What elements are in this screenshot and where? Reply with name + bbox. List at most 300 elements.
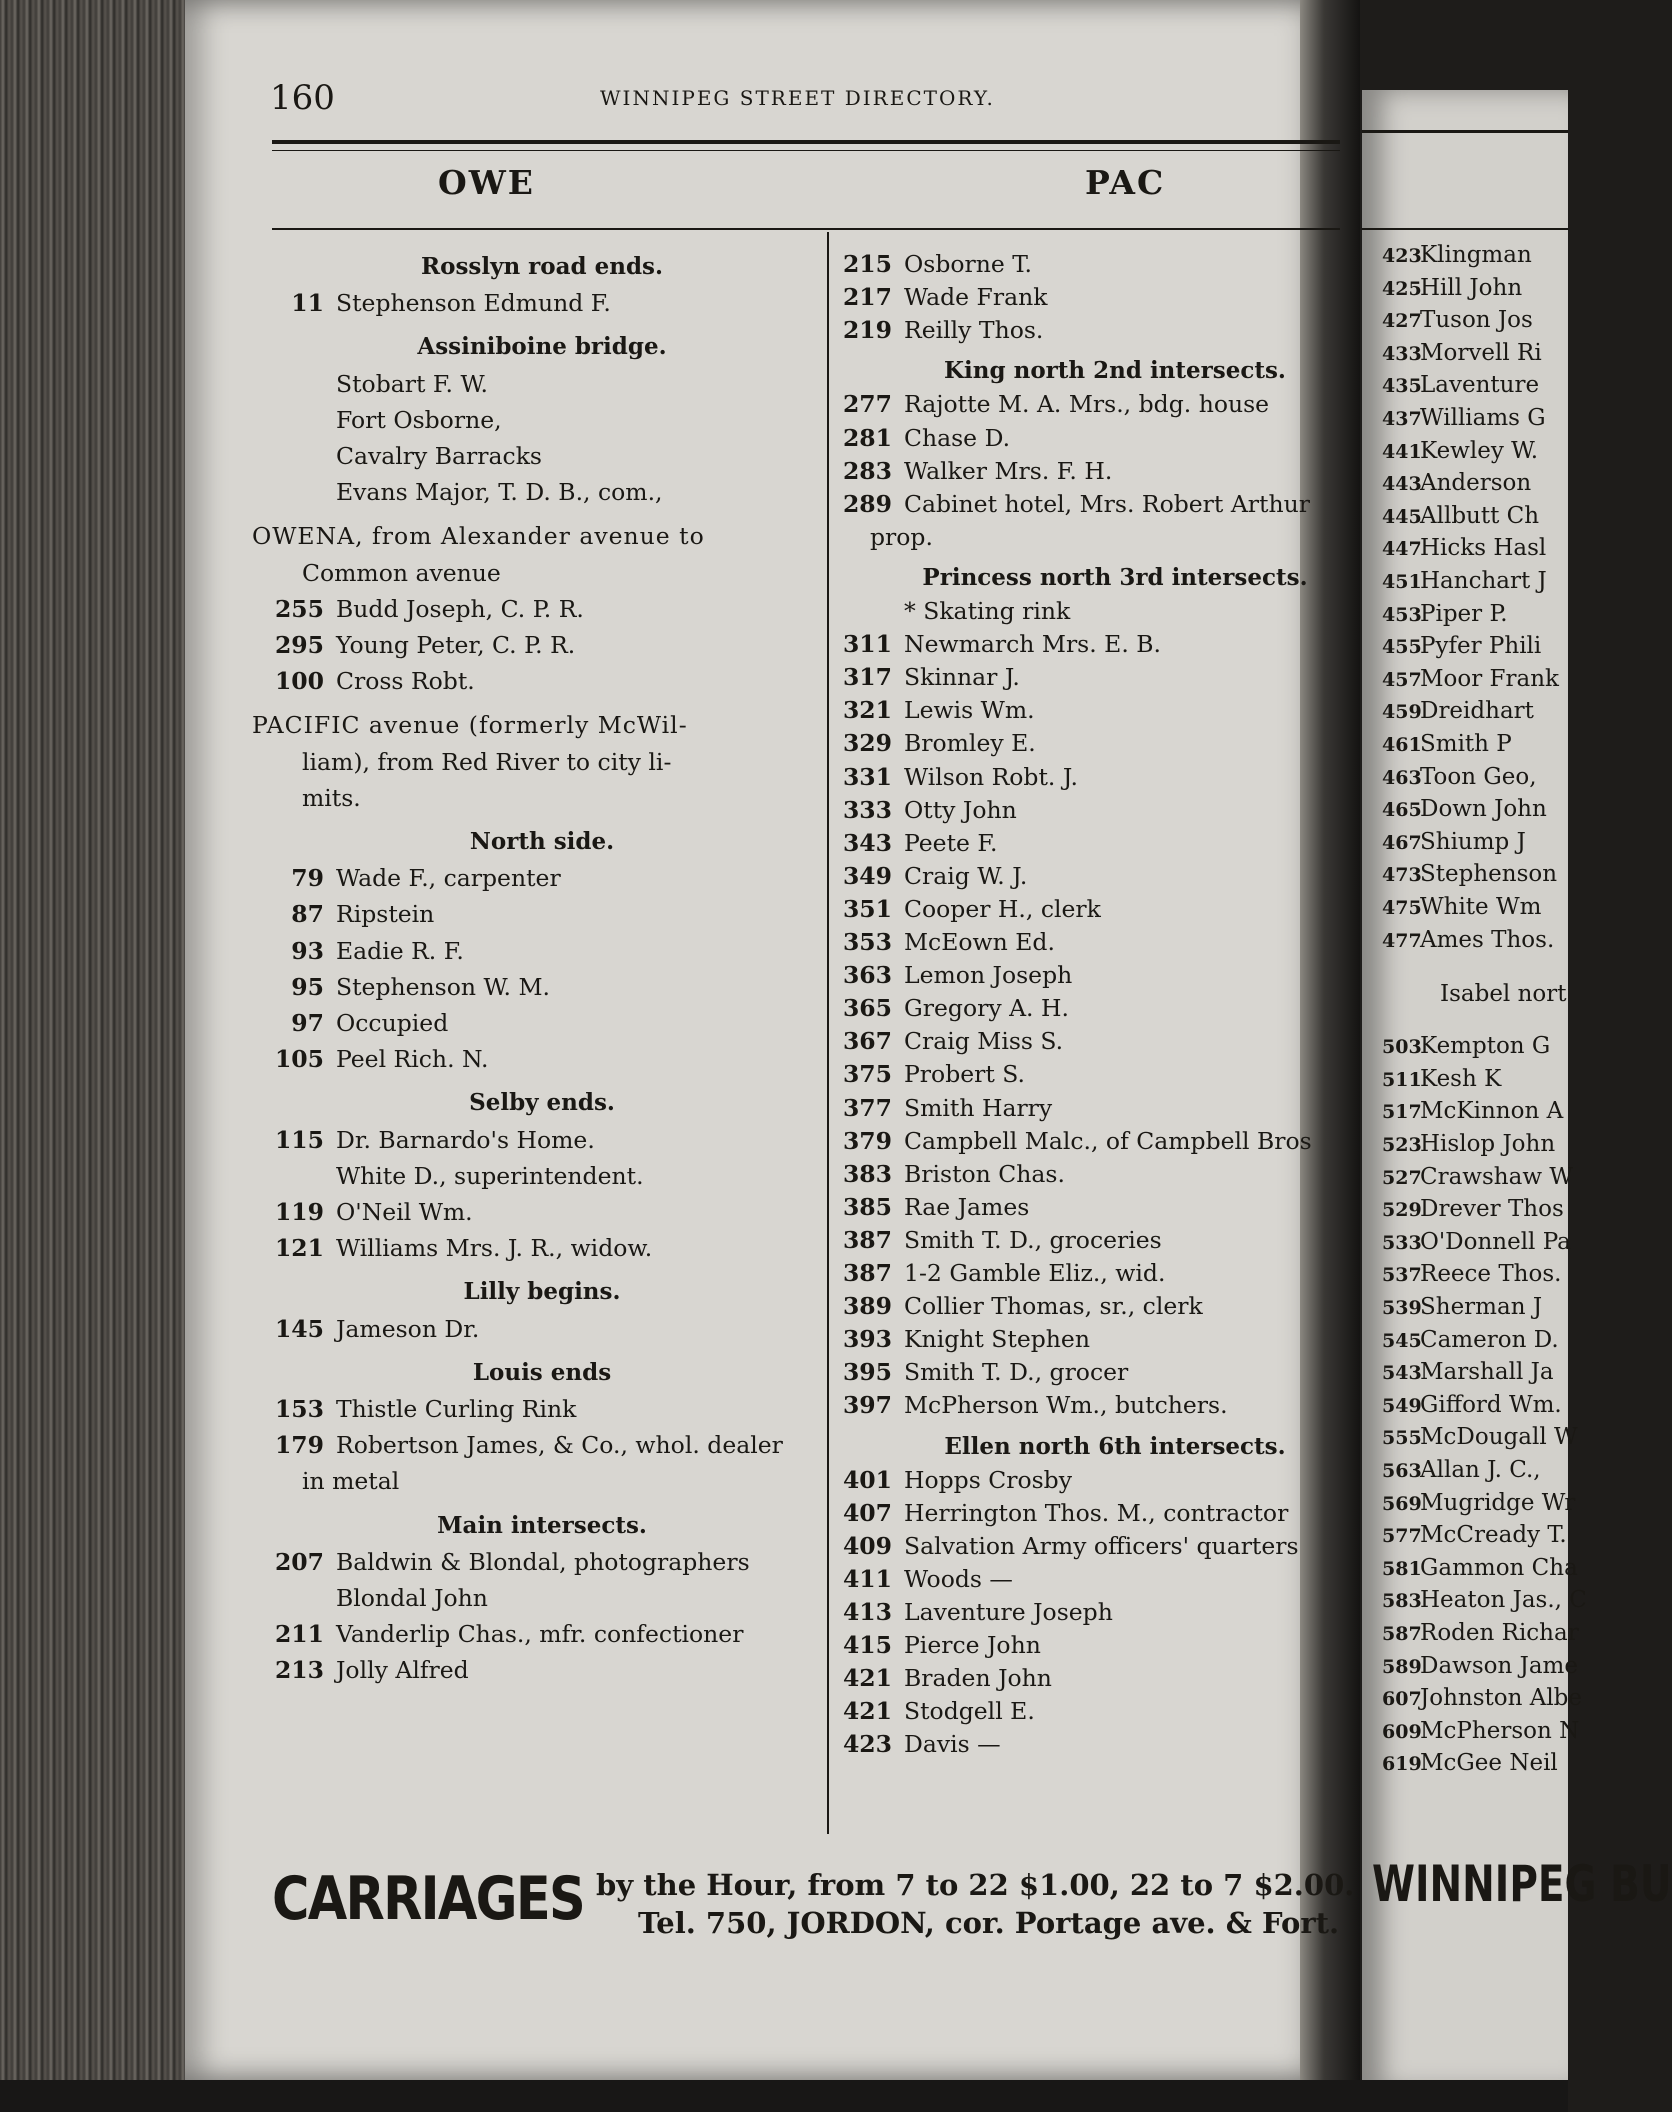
house-number: 277 [842, 390, 892, 419]
resident-name: Smith T. D., grocer [904, 1358, 1129, 1387]
directory-line: White D., superintendent. [336, 1161, 644, 1190]
resident-name: Gregory A. H. [904, 994, 1069, 1023]
facing-entry [1382, 1585, 1587, 1616]
facing-entry [1382, 436, 1538, 467]
facing-house-number: 455 [1382, 636, 1422, 659]
facing-resident-name: Morvell Ri [1420, 339, 1542, 366]
facing-resident-name: Kempton G [1420, 1033, 1551, 1060]
house-number: 145 [274, 1314, 324, 1343]
resident-name: Hopps Crosby [904, 1465, 1072, 1494]
resident-name: Cooper H., clerk [904, 894, 1101, 923]
directory-line: * Skating rink [904, 597, 1071, 625]
directory-entry [272, 1233, 652, 1263]
house-number: 115 [274, 1125, 324, 1154]
facing-entry [1382, 1259, 1561, 1290]
facing-resident-name: Ames Thos. [1420, 926, 1555, 953]
facing-entry [1382, 501, 1539, 532]
house-number: 100 [274, 667, 324, 696]
facing-resident-name: Mugridge Wr [1420, 1489, 1576, 1516]
facing-house-number: 577 [1382, 1525, 1422, 1548]
resident-name: McPherson Wm., butchers. [904, 1391, 1228, 1420]
directory-entry [272, 863, 561, 893]
directory-entry [840, 828, 998, 858]
house-number: 379 [842, 1126, 892, 1155]
directory-entry [840, 1597, 1113, 1627]
resident-name: Osborne T. [904, 250, 1032, 278]
scan-border [0, 2080, 1568, 2112]
house-number: 283 [842, 456, 892, 485]
house-number: 121 [274, 1234, 324, 1263]
header-rule-thin [272, 150, 1340, 151]
facing-house-number: 477 [1382, 929, 1422, 952]
house-number: 423 [842, 1730, 892, 1759]
house-number: 289 [842, 489, 892, 518]
facing-entry [1382, 370, 1539, 401]
section-note: Selby ends. [469, 1089, 615, 1117]
facing-resident-name: Sherman J [1420, 1294, 1543, 1320]
house-number: 255 [274, 594, 324, 623]
house-number: 119 [274, 1198, 324, 1226]
directory-entry [840, 456, 1112, 486]
house-number: 207 [274, 1547, 324, 1576]
directory-entry [840, 1126, 1312, 1156]
facing-house-number: 527 [1382, 1166, 1422, 1189]
directory-entry [840, 1159, 1065, 1189]
directory-entry [272, 1044, 489, 1074]
resident-name: Bromley E. [904, 729, 1036, 758]
facing-entry [1382, 1488, 1575, 1519]
house-number: 11 [291, 289, 324, 318]
facing-entry [1382, 566, 1547, 597]
facing-entry [1382, 1162, 1573, 1193]
facing-resident-name: Stephenson [1420, 861, 1558, 888]
facing-resident-name: Heaton Jas., C [1420, 1587, 1587, 1614]
house-number: 329 [842, 729, 892, 758]
facing-entry [1382, 696, 1534, 727]
facing-entry [1382, 273, 1522, 304]
facing-house-number: 569 [1382, 1492, 1422, 1515]
house-number: 397 [842, 1391, 892, 1420]
facing-resident-name: McDougall W [1420, 1424, 1578, 1451]
facing-resident-name: McKinnon A [1420, 1098, 1564, 1125]
resident-name: Smith Harry [904, 1093, 1053, 1122]
facing-entry [1382, 631, 1541, 662]
facing-entry [1382, 1031, 1550, 1062]
directory-entry [840, 1630, 1041, 1660]
ad-line-2: Tel. 750, JORDON, cor. Portage ave. & Fort. [638, 1906, 1340, 1940]
facing-house-number: 435 [1382, 375, 1422, 398]
resident-name: Stodgell E. [904, 1697, 1035, 1726]
facing-resident-name: Reece Thos. [1420, 1261, 1562, 1288]
directory-entry [272, 1008, 448, 1038]
keyword-right: PAC [1085, 163, 1166, 202]
resident-name: Davis — [904, 1730, 1001, 1759]
resident-name: Smith T. D., groceries [904, 1225, 1162, 1254]
facing-resident-name: Smith P [1420, 731, 1512, 757]
facing-ad-fragment: WINNIPEG BU [1372, 1855, 1672, 1913]
resident-name: Young Peter, C. P. R. [336, 631, 576, 659]
facing-resident-name: Dreidhart [1420, 698, 1534, 725]
house-number: 389 [842, 1292, 892, 1321]
directory-entry [840, 861, 1027, 891]
house-number: 387 [842, 1259, 892, 1287]
facing-house-number: 543 [1382, 1362, 1422, 1385]
resident-name: Pierce John [904, 1631, 1041, 1660]
facing-entry [1382, 664, 1559, 695]
facing-entry [1382, 533, 1546, 564]
facing-entry [1382, 1227, 1571, 1258]
directory-entry [840, 1498, 1288, 1528]
resident-name: Collier Thomas, sr., clerk [904, 1292, 1203, 1321]
house-number: 367 [842, 1027, 892, 1056]
facing-house-number: 533 [1382, 1231, 1422, 1254]
directory-entry [840, 1093, 1052, 1123]
house-number: 281 [842, 423, 892, 452]
facing-resident-name: O'Donnell Pa [1420, 1228, 1571, 1255]
house-number: 375 [842, 1060, 892, 1089]
facing-house-number: 607 [1382, 1688, 1422, 1711]
facing-house-number: 453 [1382, 603, 1422, 626]
house-number: 93 [291, 936, 324, 965]
facing-entry [1382, 1455, 1541, 1486]
directory-entry [272, 1619, 743, 1649]
facing-house-number: 447 [1382, 538, 1422, 561]
house-number: 217 [842, 283, 892, 312]
facing-house-number: 475 [1382, 897, 1422, 919]
directory-entry [840, 1059, 1025, 1089]
facing-entry [1382, 1553, 1578, 1584]
resident-name: Braden John [904, 1664, 1052, 1693]
directory-entry [840, 1465, 1072, 1495]
directory-entry [840, 1663, 1052, 1693]
directory-line: Blondal John [336, 1584, 488, 1612]
house-number: 351 [842, 894, 892, 923]
facing-entry [1382, 1390, 1562, 1421]
header-rule [272, 140, 1340, 144]
directory-line: Cavalry Barracks [336, 442, 542, 470]
directory-entry [272, 666, 475, 696]
resident-name: Ripstein [336, 900, 435, 929]
resident-name: Stephenson W. M. [336, 972, 551, 1001]
facing-resident-name: Roden Richar [1420, 1620, 1579, 1646]
facing-entry [1382, 1064, 1501, 1095]
directory-entry [840, 762, 1078, 792]
facing-resident-name: McPherson N [1420, 1717, 1580, 1744]
facing-house-number: 529 [1382, 1199, 1422, 1222]
resident-name: Otty John [904, 795, 1017, 824]
facing-resident-name: Moor Frank [1420, 665, 1559, 692]
house-number: 317 [842, 663, 892, 692]
facing-house-number: 473 [1382, 864, 1422, 887]
directory-entry [840, 1564, 1013, 1594]
section-note: North side. [469, 828, 615, 855]
facing-house-number: 465 [1382, 799, 1422, 822]
directory-entry [840, 695, 1035, 725]
ad-headline: CARRIAGES [272, 1864, 585, 1934]
book-page-edges [0, 0, 190, 2112]
directory-entry [840, 1291, 1203, 1321]
house-number: 295 [274, 631, 324, 659]
resident-name: Eadie R. F. [336, 936, 464, 965]
facing-house-number: 563 [1382, 1460, 1422, 1482]
resident-name: Knight Stephen [904, 1325, 1090, 1354]
facing-entry [1382, 1651, 1578, 1682]
facing-entry [1382, 1716, 1579, 1747]
facing-house-number: 445 [1382, 505, 1422, 528]
carriages-advertisement [272, 1860, 1355, 1950]
directory-entry [840, 927, 1055, 957]
facing-entry [1382, 892, 1541, 923]
resident-name: Vanderlip Chas., mfr. confectioner [336, 1620, 744, 1649]
section-note: Rosslyn road ends. [420, 253, 664, 280]
facing-house-number: 425 [1382, 277, 1422, 300]
house-number: 387 [842, 1225, 892, 1254]
house-number: 333 [842, 795, 892, 824]
facing-house-number: 433 [1382, 342, 1422, 365]
house-number: 407 [842, 1498, 892, 1527]
facing-entry [1382, 729, 1512, 760]
facing-house-number: 537 [1382, 1264, 1422, 1287]
directory-entry [840, 249, 1032, 279]
resident-name: Cabinet hotel, Mrs. Robert Arthur [904, 489, 1310, 518]
directory-entry [840, 662, 1020, 692]
facing-resident-name: Drever Thos [1420, 1196, 1564, 1223]
facing-resident-name: White Wm [1420, 894, 1542, 920]
facing-resident-name: McCready T. [1420, 1522, 1567, 1549]
section-note: Louis ends [472, 1358, 612, 1386]
directory-entry [840, 795, 1017, 825]
facing-entry [1382, 1748, 1558, 1779]
resident-name: Reilly Thos. [904, 316, 1044, 345]
facing-house-number: 461 [1382, 734, 1422, 756]
directory-entry [840, 960, 1072, 990]
facing-house-number: 463 [1382, 766, 1422, 789]
facing-resident-name: Tuson Jos [1420, 307, 1533, 334]
house-number: 215 [842, 250, 892, 278]
house-number: 365 [842, 994, 892, 1023]
directory-entry [840, 1225, 1162, 1255]
facing-house-number: 545 [1382, 1329, 1422, 1352]
directory-entry [272, 1394, 576, 1424]
facing-house-number: 549 [1382, 1394, 1422, 1417]
facing-entry [1382, 827, 1526, 858]
facing-house-number: 539 [1382, 1297, 1422, 1319]
facing-resident-name: McGee Neil [1420, 1750, 1558, 1777]
resident-name: Briston Chas. [904, 1159, 1065, 1188]
directory-entry [840, 389, 1269, 419]
continued-line: in metal [302, 1467, 400, 1496]
facing-house-number: 619 [1382, 1753, 1422, 1776]
resident-name: Thistle Curling Rink [336, 1395, 577, 1423]
house-number: 401 [842, 1465, 892, 1494]
house-number: 349 [842, 861, 892, 890]
facing-resident-name: Down John [1420, 796, 1547, 823]
facing-entry [1382, 403, 1546, 434]
directory-entry [272, 899, 434, 929]
continued-line: mits. [302, 783, 361, 812]
facing-resident-name: Gifford Wm. [1420, 1391, 1562, 1418]
house-number: 383 [842, 1159, 892, 1188]
facing-entry [1382, 1357, 1554, 1388]
facing-entry [1382, 1129, 1555, 1160]
facing-entry [1402, 979, 1567, 1009]
resident-name: Rajotte M. A. Mrs., bdg. house [904, 390, 1270, 419]
resident-name: Wade F., carpenter [336, 864, 561, 893]
house-number: 377 [842, 1093, 892, 1122]
facing-entry [1382, 1618, 1579, 1649]
section-note: Lilly begins. [463, 1278, 621, 1306]
directory-entry [272, 630, 575, 660]
directory-entry [272, 594, 584, 624]
facing-resident-name: Marshall Ja [1420, 1359, 1554, 1386]
facing-resident-name: Hislop John [1420, 1131, 1556, 1157]
facing-resident-name: Isabel nort [1440, 981, 1567, 1008]
directory-entry [272, 972, 550, 1002]
facing-resident-name: Allan J. C., [1420, 1457, 1541, 1483]
directory-entry [840, 993, 1069, 1023]
facing-entry [1382, 859, 1557, 890]
facing-resident-name: Shiump J [1420, 828, 1526, 855]
facing-house-number: 441 [1382, 440, 1422, 463]
resident-name: Wade Frank [904, 283, 1048, 312]
facing-house-number: 423 [1382, 245, 1422, 267]
house-number: 211 [274, 1620, 324, 1649]
facing-resident-name: Crawshaw W [1420, 1163, 1573, 1190]
resident-name: McEown Ed. [904, 928, 1055, 956]
street-heading: PACIFIC avenue (formerly McWil- [252, 711, 688, 740]
resident-name: Peel Rich. N. [336, 1045, 489, 1074]
resident-name: Salvation Army officers' quarters [904, 1531, 1299, 1560]
section-note: King north 2nd intersects. [944, 357, 1286, 385]
facing-resident-name: Kesh K [1420, 1065, 1502, 1092]
facing-house-number: 517 [1382, 1101, 1422, 1124]
facing-resident-name: Hanchart J [1420, 568, 1547, 594]
facing-resident-name: Klingman [1420, 242, 1532, 268]
page-number: 160 [270, 78, 335, 118]
facing-column-rule [1362, 228, 1568, 230]
section-note: Princess north 3rd intersects. [922, 563, 1308, 591]
facing-house-number: 443 [1382, 473, 1422, 496]
directory-line: Evans Major, T. D. B., com., [336, 478, 663, 507]
facing-entry [1382, 1422, 1578, 1453]
house-number: 421 [842, 1697, 892, 1726]
resident-name: Wilson Robt. J. [904, 762, 1078, 791]
directory-entry [840, 1390, 1228, 1420]
resident-name: Lemon Joseph [904, 961, 1073, 990]
facing-entry [1382, 925, 1554, 956]
resident-name: Lewis Wm. [904, 696, 1035, 725]
directory-line: Fort Osborne, [336, 405, 502, 434]
resident-name: Dr. Barnardo's Home. [336, 1125, 595, 1154]
directory-entry [272, 1430, 783, 1460]
resident-name: Stephenson Edmund F. [336, 289, 611, 318]
house-number: 321 [842, 696, 892, 725]
resident-name: Jameson Dr. [336, 1314, 480, 1343]
facing-house-number: 503 [1382, 1036, 1422, 1059]
directory-entry [840, 728, 1036, 758]
house-number: 353 [842, 928, 892, 956]
facing-resident-name: Hicks Hasl [1420, 535, 1547, 562]
resident-name: Woods — [904, 1564, 1013, 1593]
resident-name: 1-2 Gamble Eliz., wid. [904, 1259, 1166, 1287]
facing-resident-name: Pyfer Phili [1420, 633, 1542, 660]
directory-entry [840, 1026, 1063, 1056]
facing-entry [1382, 762, 1537, 793]
street-heading: OWENA, from Alexander avenue to [252, 522, 705, 551]
ad-line-1: by the Hour, from 7 to 22 $1.00, 22 to 7 $2.00. [596, 1868, 1355, 1902]
facing-entry [1382, 240, 1532, 271]
house-number: 219 [842, 316, 892, 345]
facing-house-number: 437 [1382, 408, 1422, 430]
resident-name: Walker Mrs. F. H. [904, 456, 1113, 485]
directory-entry [840, 629, 1161, 659]
facing-entry [1382, 1292, 1542, 1323]
resident-name: Newmarch Mrs. E. B. [904, 630, 1162, 659]
facing-house-number: 523 [1382, 1134, 1422, 1156]
column-divider [827, 232, 829, 1834]
facing-house-number: 467 [1382, 831, 1422, 854]
house-number: 97 [291, 1009, 324, 1037]
directory-entry [840, 423, 1010, 453]
house-number: 331 [842, 762, 892, 791]
resident-name: Skinnar J. [904, 663, 1020, 692]
facing-house-number: 451 [1382, 571, 1422, 593]
directory-entry [272, 1314, 479, 1344]
facing-house-number: 427 [1382, 310, 1422, 333]
facing-house-number: 587 [1382, 1623, 1422, 1645]
facing-entry [1382, 305, 1533, 336]
house-number: 153 [274, 1395, 324, 1423]
resident-name: Jolly Alfred [336, 1656, 469, 1685]
facing-house-number: 581 [1382, 1557, 1422, 1580]
resident-name: Chase D. [904, 423, 1011, 452]
resident-name: O'Neil Wm. [336, 1198, 473, 1226]
house-number: 213 [274, 1656, 324, 1685]
resident-name: Craig Miss S. [904, 1027, 1064, 1056]
facing-entry [1382, 1520, 1567, 1551]
directory-entry [840, 1531, 1299, 1561]
facing-entry [1382, 794, 1547, 825]
house-number: 393 [842, 1325, 892, 1354]
facing-house-number: 511 [1382, 1068, 1422, 1091]
directory-entry [272, 936, 464, 966]
resident-name: Rae James [904, 1192, 1030, 1221]
facing-house-number: 459 [1382, 701, 1422, 724]
directory-entry [840, 315, 1043, 345]
house-number: 395 [842, 1358, 892, 1387]
resident-name: Campbell Malc., of Campbell Bros [904, 1126, 1312, 1155]
section-note: Main intersects. [437, 1511, 647, 1539]
resident-name: Budd Joseph, C. P. R. [336, 594, 584, 623]
facing-entry [1382, 1325, 1559, 1356]
house-number: 105 [274, 1045, 324, 1074]
house-number: 363 [842, 961, 892, 990]
facing-resident-name: Williams G [1420, 405, 1546, 431]
house-number: 311 [842, 630, 892, 659]
directory-entry [272, 1197, 473, 1227]
book-gutter [1300, 0, 1360, 2112]
resident-name: Herrington Thos. M., contractor [904, 1498, 1289, 1527]
house-number: 421 [842, 1664, 892, 1693]
facing-entry [1382, 599, 1508, 630]
running-title: WINNIPEG STREET DIRECTORY. [600, 86, 995, 110]
facing-house-number: 609 [1382, 1720, 1422, 1743]
facing-resident-name: Johnston Albe [1420, 1685, 1583, 1712]
section-note: Assiniboine bridge. [417, 333, 667, 361]
directory-entry [840, 1729, 1001, 1759]
house-number: 179 [274, 1431, 324, 1460]
directory-entry [840, 1324, 1090, 1354]
